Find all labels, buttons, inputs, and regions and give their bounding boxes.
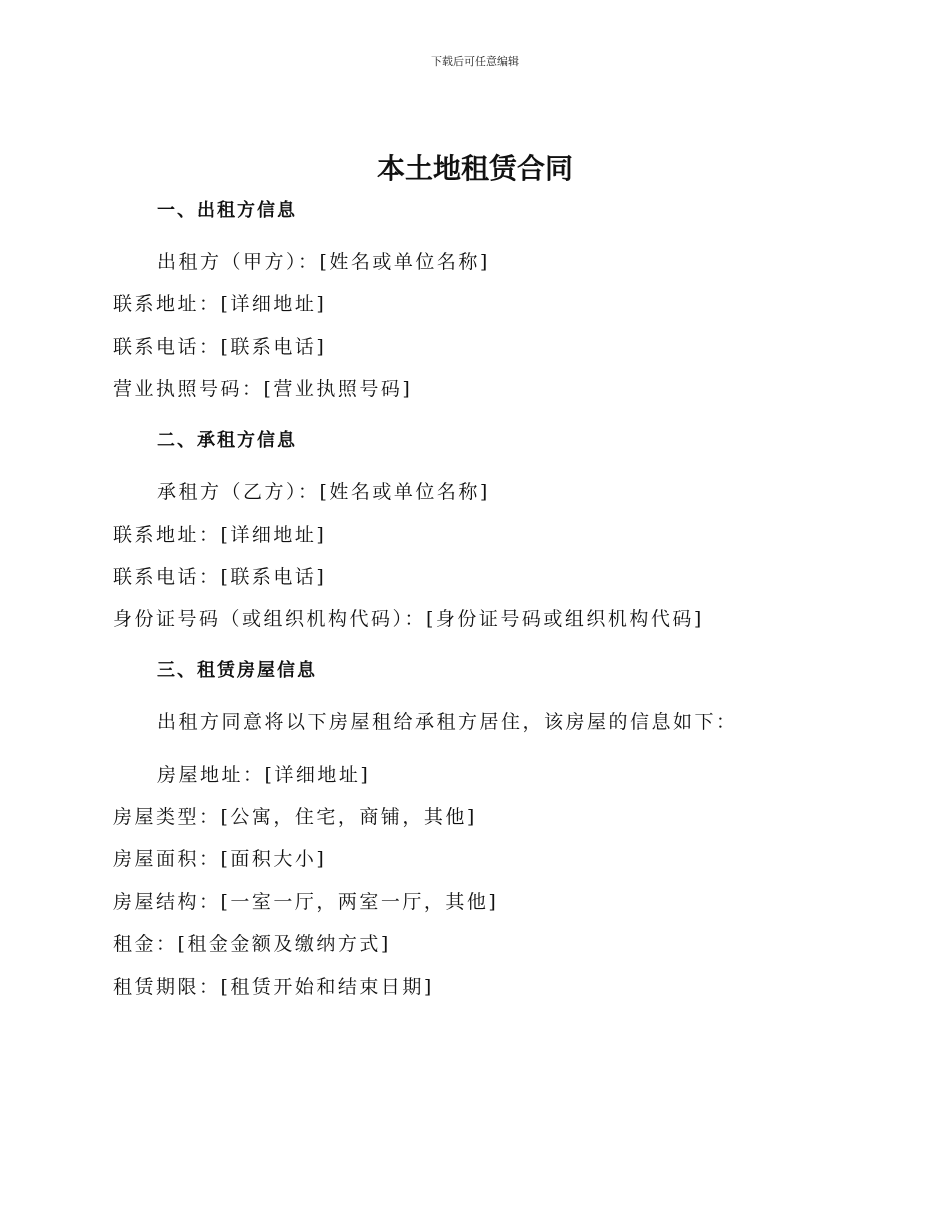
property-structure-line: 房屋结构：[一室一厅，两室一厅，其他] <box>113 891 499 913</box>
lessor-name-line: 出租方（甲方）：[姓名或单位名称] <box>157 251 490 273</box>
property-term-line: 租赁期限：[租赁开始和结束日期] <box>113 976 434 998</box>
section-heading-lessor: 一、出租方信息 <box>157 200 297 221</box>
section-heading-lessee: 二、承租方信息 <box>157 430 297 451</box>
section-heading-property: 三、租赁房屋信息 <box>157 660 317 681</box>
lessee-name-line: 承租方（乙方）：[姓名或单位名称] <box>157 481 490 503</box>
document-title: 本土地租赁合同 <box>376 152 573 185</box>
property-intro-line: 出租方同意将以下房屋租给承租方居住，该房屋的信息如下： <box>157 711 738 733</box>
lessee-address-line: 联系地址：[详细地址] <box>113 524 327 546</box>
property-type-line: 房屋类型：[公寓，住宅，商铺，其他] <box>113 806 477 828</box>
lessor-address-line: 联系地址：[详细地址] <box>113 293 327 315</box>
lessee-id-line: 身份证号码（或组织机构代码）：[身份证号码或组织机构代码] <box>113 608 704 630</box>
property-area-line: 房屋面积：[面积大小] <box>113 848 327 870</box>
lessor-phone-line: 联系电话：[联系电话] <box>113 336 327 358</box>
property-rent-line: 租金：[租金金额及缴纳方式] <box>113 933 391 955</box>
lessee-phone-line: 联系电话：[联系电话] <box>113 566 327 588</box>
lessor-license-line: 营业执照号码：[营业执照号码] <box>113 378 413 400</box>
page-header-note: 下载后可任意编辑 <box>431 55 519 68</box>
property-address-line: 房屋地址：[详细地址] <box>157 764 371 786</box>
